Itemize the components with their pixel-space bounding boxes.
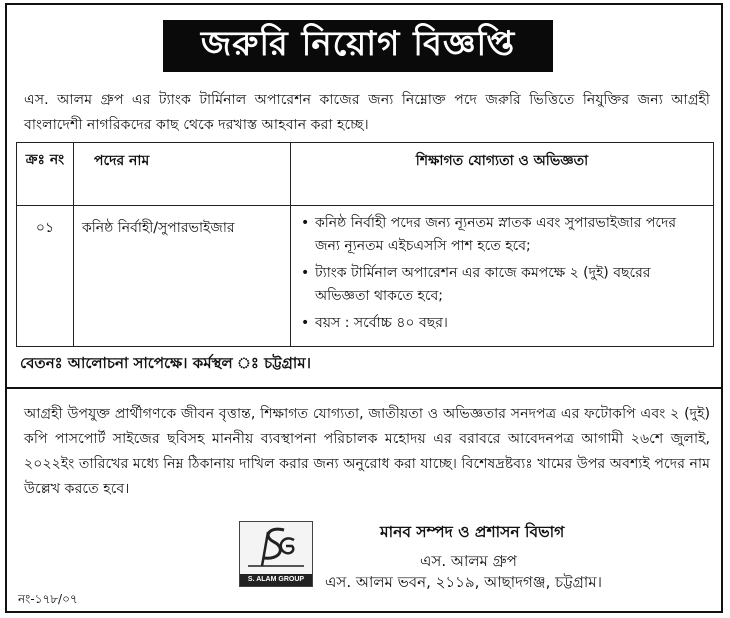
signature-department: মানব সম্পদ ও প্রশাসন বিভাগ [380, 523, 565, 541]
section-divider [5, 387, 723, 389]
qualification-item: • ট্যাংক টার্মিনাল অপারেশন এর কাজে কমপক্ষে ২ (দুই) বছরের অভিজ্ঞতা থাকতে হবে; [301, 262, 705, 308]
table-row [17, 206, 714, 347]
reference-number: নং-১৭৮/০৭ [18, 592, 78, 606]
signature-address: এস. আলম ভবন, ২১১৯, আছাদগঞ্জ, চট্টগ্রাম। [325, 573, 602, 591]
s-alam-group-logo [239, 521, 313, 587]
row-post-name: কনিষ্ঠ নির্বাহী/সুপারভাইজার [74, 206, 291, 347]
salary-location-line: বেতনঃ আলোচনা সাপেক্ষে। কর্মস্থল ঃ চট্টগ্রাম। [20, 354, 311, 372]
row-serial: ০১ [17, 206, 74, 347]
header-serial: ক্রঃ নং [17, 143, 74, 206]
qualification-item: • বয়স : সর্বোচ্চ ৪০ বছর। [301, 312, 705, 335]
notice-title: জরুরি নিয়োগ বিজ্ঞপ্তি [163, 20, 553, 72]
table-header-row [17, 143, 714, 206]
header-qualification: শিক্ষাগত যোগ্যতা ও অভিজ্ঞতা [291, 143, 714, 206]
intro-paragraph: এস. আলম গ্রুপ এর ট্যাংক টার্মিনাল অপারেশন কাজের জন্য নিম্নোক্ত পদে জরুরি ভিত্তিতে নিযুক্তির জন্য আগ্রহী বাংলাদেশী নাগরিকদের কাছ থেকে দরখাস্ত আহবান করা হচ্ছে। [24, 92, 710, 133]
vacancy-table [16, 142, 714, 347]
application-instructions: আগ্রহী উপযুক্ত প্রার্থীগণকে জীবন বৃত্তান্ত, শিক্ষাগত যোগ্যতা, জাতীয়তা ও অভিজ্ঞতার সনদপত্র এর ফটোকপি এবং ২ (দুই) কপি পাসপোর্ট সাইজের ছবিসহ মাননীয় ব্যবস্থাপনা পরিচালক মহোদয় এর বরাবরে আবেদনপত্র আগামী ২৬শে জুলাই, ২০২২ইং তারিখের মধ্যে নিম্ন ঠিকানায় দাখিল করার জন্য অনুরোধ করা যাচ্ছে। বিশেষদ্রষ্টব্যঃ খামের উপর অবশ্যই পদের নাম উল্লেখ করতে হবে। [24, 406, 710, 497]
signature-company: এস. আলম গ্রুপ [420, 552, 517, 570]
row-qualifications [291, 206, 714, 347]
header-post: পদের নাম [74, 143, 291, 206]
logo-band-text: S. ALAM GROUP [240, 574, 312, 586]
qualification-item: • কনিষ্ঠ নির্বাহী পদের জন্য ন্যূনতম স্নাতক এবং সুপারভাইজার পদের জন্য ন্যূনতম এইচএসসি পাশ হতে হবে; [301, 212, 705, 258]
logo-mark-icon [240, 522, 312, 574]
